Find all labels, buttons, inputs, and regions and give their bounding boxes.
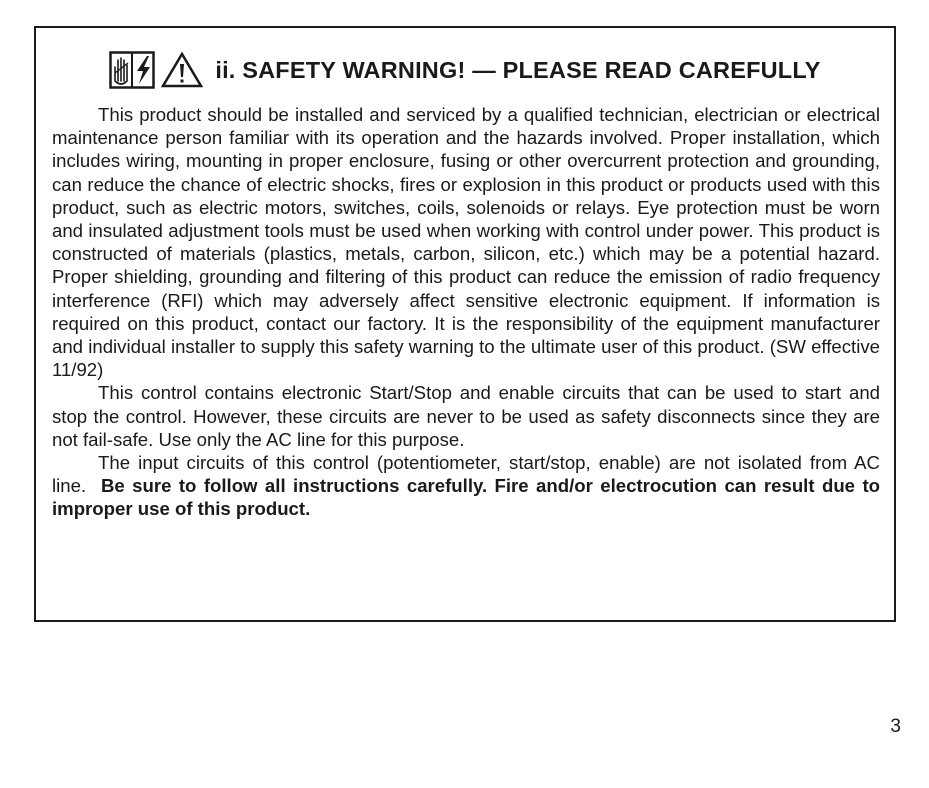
warning-isolation-text: The input circuits of this control (potentiometer, start/stop, enable) are not isolated from AC line. xyxy=(52,452,880,497)
page-number: 3 xyxy=(890,716,901,737)
warning-paragraph-isolation xyxy=(52,451,880,521)
warning-paragraph-start-stop: This control contains electronic Start/Stop and enable circuits that can be used to start and stop the control. However, these circuits are never to be used as safety disconnects since they are not fail-safe. Use only the AC line for this purpose. xyxy=(52,382,880,450)
warning-body xyxy=(52,103,880,521)
warning-icons xyxy=(109,51,203,89)
safety-warning-box xyxy=(34,26,896,622)
warning-emphasis-text: Be sure to follow all instructions carefully. Fire and/or electrocution can result due to improper use of this product. xyxy=(52,475,880,520)
warning-heading-row xyxy=(36,50,894,90)
caution-triangle-icon xyxy=(161,51,203,89)
warning-heading: ii. SAFETY WARNING! — PLEASE READ CAREFULLY xyxy=(215,56,821,83)
electric-shock-hazard-icon xyxy=(109,51,155,89)
warning-paragraph-installation: This product should be installed and serviced by a qualified technician, electrician or electrical maintenance person familiar with its operation and the hazards involved. Proper installation, which includes wiring, mounting in proper enclosure, fusing or other overcurrent protection and grounding, can reduce the chance of electric shocks, fires or explosion in this product or products used with this product, such as electric motors, switches, coils, solenoids or relays. Eye protection must be worn and insulated adjustment tools must be used when working with control under power. This product is constructed of materials (plastics, metals, carbon, silicon, etc.) which may be a potential hazard. Proper shielding, grounding and filtering of this product can reduce the emission of radio frequency interference (RFI) which may adversely affect sensitive electronic equipment. If information is required on this product, contact our factory. It is the responsibility of the equipment manufacturer and individual installer to supply this safety warning to the ultimate user of this product. (SW effective 11/92) xyxy=(52,104,880,381)
